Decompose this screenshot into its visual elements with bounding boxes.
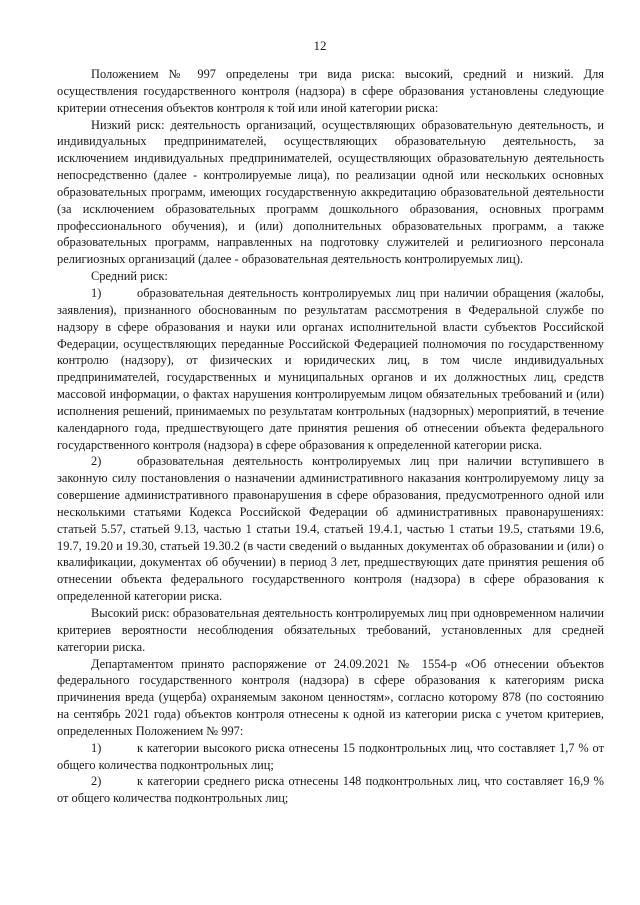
list-number: 1) [91,285,102,300]
list-item-medium-risk-count [57,773,604,807]
list-item-text: к категории среднего риска отнесены 148 подконтрольных лиц, что составляет 16,9 % от общего количества подконтрольных лиц; [57,774,604,806]
paragraph-low-risk: Низкий риск: деятельность организаций, осуществляющих образовательную деятельность, и индивидуальных предпринимателей, осуществляющих образовательную деятельность, за исключением индивидуальных предпринимателей, осуществляющих образовательную деятельность непосредственно (далее - контролируемые лица), по реализации одной или нескольких основных образовательных программ, имеющих государственную аккредитацию образовательной деятельности (за исключением образовательных программ дошкольного образования, основных программ профессионального обучения), и (или) дополнительных образовательных программ, а также образовательных программ, направленных на подготовку служителей и религиозного персонала религиозных организаций (далее - образовательная деятельность контролируемых лиц). [57,117,604,267]
page-number: 12 [313,38,327,53]
list-item-medium-risk-1 [57,285,604,453]
list-item-high-risk-count [57,740,604,774]
document-body [57,66,604,807]
paragraph-high-risk: Высокий риск: образовательная деятельность контролируемых лиц при одновременном наличии критериев вероятности несоблюдения обязательных требований, установленных для средней категории риска. [57,606,604,654]
paragraph-risk-types: Положением № 997 определены три вида риска: высокий, средний и низкий. Для осуществления государственного контроля (надзора) в сфере образования установлены следующие критерии отнесения объектов контроля к той или иной категории риска: [57,67,604,115]
list-number: 2) [91,454,102,469]
paragraph-medium-risk-heading: Средний риск: [91,269,168,284]
list-item-text: образовательная деятельность контролируемых лиц при наличии вступившего в законную силу постановления о назначении административного наказания контролируемому лицу за совершение административного правонарушения в сфере образования, предусмотренного одной или несколькими статьями Кодекса Российской Федерации об административных правонарушениях: статьей 5.57, статьей 9.13, частью 1 статьи 19.4, статьей 19.4.1, частью 1 статьи 19.5, статьями 19.6, 19.7, 19.20 и 19.30, статьей 19.30.2 (в части сведений о выданных документах об образовании и (или) о квалификации, документах об обучении) в период 3 лет, предшествующих дате принятия решения об отнесении объекта федерального государственного контроля (надзора) в сфере образования к определенной категории риска. [57,454,604,604]
list-number: 2) [91,774,102,789]
list-item-text: к категории высокого риска отнесены 15 подконтрольных лиц, что составляет 1,7 % от общего количества подконтрольных лиц; [57,740,604,772]
list-item-text: образовательная деятельность контролируемых лиц при наличии обращения (жалобы, заявления), признанного обоснованным по результатам рассмотрения в Федеральной службе по надзору в сфере образования и науки или органах исполнительной власти субъектов Российской Федерации, осуществляющих переданные Российской Федерацией полномочия по государственному контролю (надзору), от физических и юридических лиц, в том числе индивидуальных предпринимателей, государственных и муниципальных органов и их должностных лиц, средств массовой информации, о фактах нарушения контролируемым лицом обязательных требований и (или) исполнения решений, принимаемых по результатам контрольных (надзорных) мероприятий, в течение календарного года, предшествующего дате принятия решения об отнесении объекта федерального государственного контроля (надзора) в сфере образования к определенной категории риска. [57,285,604,452]
list-number: 1) [91,740,102,755]
list-item-medium-risk-2 [57,453,604,605]
paragraph-department-order: Департаментом принято распоряжение от 24.09.2021 № 1554-р «Об отнесении объектов федерального государственного контроля (надзора) в сфере образования к категориям риска причинения вреда (ущерба) охраняемым законом ценностям», согласно которому 878 (по состоянию на сентябрь 2021 года) объектов контроля отнесены к одной из категории риска с учетом критериев, определенных Положением № 997: [57,656,604,738]
